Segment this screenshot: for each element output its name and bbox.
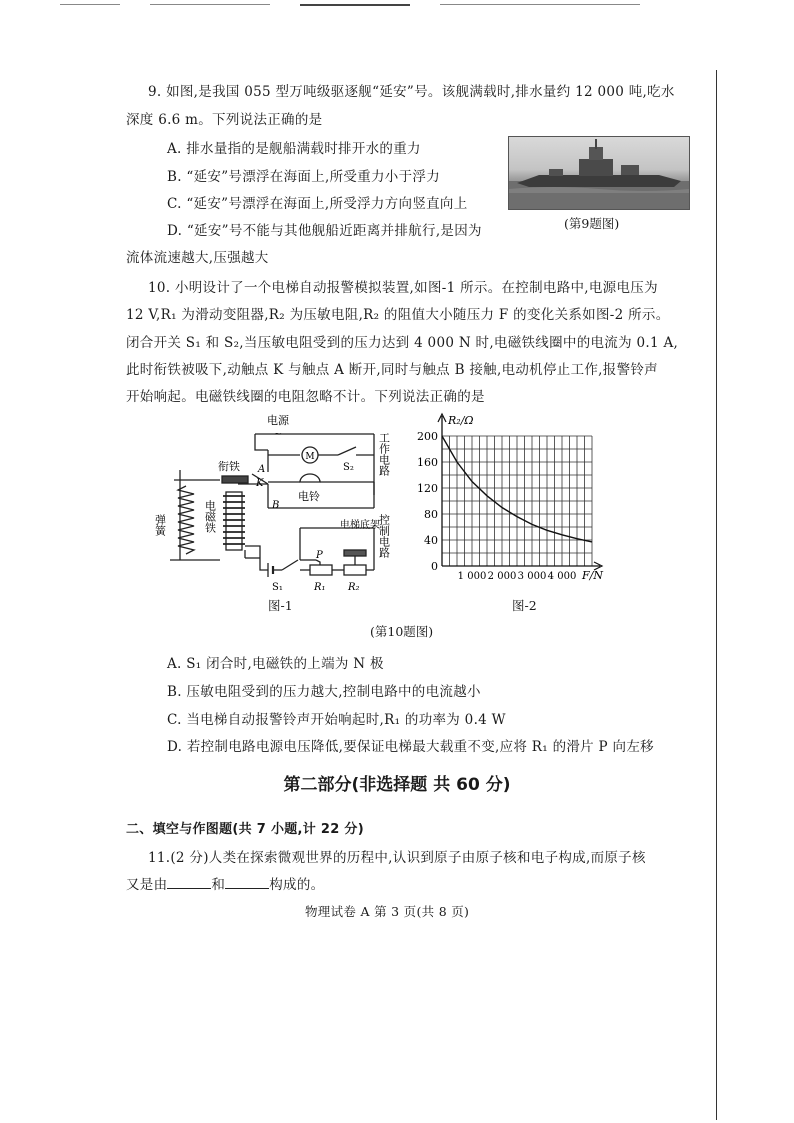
label-control-circuit: 控制电路 — [377, 514, 391, 558]
destroyer-photo — [508, 136, 690, 210]
scan-mark — [440, 4, 640, 5]
y-tick-label: 80 — [424, 508, 438, 521]
label-armature: 衔铁 — [218, 460, 240, 473]
label-b: B — [272, 500, 280, 511]
margin-rule — [716, 70, 717, 1120]
q9-stem-line2: 深度 6.6 m。下列说法正确的是 — [126, 112, 323, 128]
y-tick-label: 120 — [417, 482, 438, 495]
label-ac-symbol: ~ — [273, 429, 283, 440]
q9-option-b: B. “延安”号漂浮在海面上,所受重力小于浮力 — [167, 169, 440, 185]
q9-figure-caption: (第9题图) — [564, 216, 620, 231]
q11-text-a: 又是由 — [126, 877, 168, 893]
label-p: P — [316, 550, 323, 561]
label-bell: 电铃 — [298, 490, 320, 503]
q9-option-d: D. “延安”号不能与其他舰船近距离并排航行,是因为 — [167, 223, 482, 239]
label-electromagnet: 电磁铁 — [203, 500, 217, 533]
label-a: A — [258, 464, 266, 475]
label-r1: R₁ — [314, 582, 326, 593]
fig2-x-label: F/N — [582, 569, 603, 582]
q10-stem-line2: 12 V,R₁ 为滑动变阻器,R₂ 为压敏电阻,R₂ 的阻值大小随压力 F 的变化关系如图-2 所示。 — [126, 307, 670, 323]
label-s1: S₁ — [272, 582, 283, 593]
q9-stem-line1: 9. 如图,是我国 055 型万吨级驱逐舰“延安”号。该舰满载时,排水量约 12 000 吨,吃水 — [148, 84, 675, 100]
part2-title: 第二部分(非选择题 共 60 分) — [283, 775, 511, 795]
label-work-circuit: 工作电路 — [377, 432, 391, 476]
q11-text-c: 构成的。 — [269, 877, 325, 893]
y-tick-label: 0 — [431, 560, 438, 573]
scan-mark — [300, 4, 410, 6]
page-footer: 物理试卷 A 第 3 页(共 8 页) — [305, 904, 470, 919]
x-tick-label: 1 000 — [457, 571, 487, 582]
q10-option-b: B. 压敏电阻受到的压力越大,控制电路中的电流越小 — [167, 684, 481, 700]
q11-line1: 11.(2 分)人类在探索微观世界的历程中,认识到原子由原子核和电子构成,而原子核 — [148, 850, 646, 866]
q10-option-c: C. 当电梯自动报警铃声开始响起时,R₁ 的功率为 0.4 W — [167, 712, 506, 728]
y-tick-label: 40 — [424, 534, 438, 547]
q10-stem-line3: 闭合开关 S₁ 和 S₂,当压敏电阻受到的压力达到 4 000 N 时,电磁铁线圈中的电流为 0.1 A, — [126, 335, 679, 351]
q9-option-c: C. “延安”号漂浮在海面上,所受浮力方向竖直向上 — [167, 196, 468, 212]
q11-line2 — [126, 873, 324, 893]
label-spring: 弹簧 — [153, 514, 167, 536]
q11-blank-2[interactable] — [225, 876, 269, 889]
label-elevator-base: 电梯底架 — [340, 520, 380, 531]
label-s2: S₂ — [343, 462, 354, 473]
fig2-r2-force-graph — [412, 408, 612, 580]
label-r2: R₂ — [348, 582, 360, 593]
q10-stem-line5: 开始响起。电磁铁线圈的电阻忽略不计。下列说法正确的是 — [126, 389, 485, 405]
section-heading: 二、填空与作图题(共 7 小题,计 22 分) — [126, 822, 364, 837]
scan-mark — [60, 4, 120, 5]
fig1-caption: 图-1 — [268, 598, 293, 613]
x-tick-label: 3 000 — [517, 571, 547, 582]
x-tick-label: 4 000 — [547, 571, 577, 582]
fig2-caption: 图-2 — [512, 598, 537, 613]
fig1-circuit-diagram — [153, 410, 400, 610]
motor-symbol: M — [305, 452, 315, 462]
q10-stem-line1: 10. 小明设计了一个电梯自动报警模拟装置,如图-1 所示。在控制电路中,电源电压为 — [148, 280, 658, 296]
q10-option-a: A. S₁ 闭合时,电磁铁的上端为 N 极 — [167, 656, 384, 672]
y-tick-label: 200 — [417, 430, 438, 443]
q9-option-a: A. 排水量指的是舰船满载时排开水的重力 — [167, 141, 421, 157]
label-power: 电源 — [267, 414, 289, 427]
label-k: K — [256, 478, 264, 489]
q11-blank-1[interactable] — [167, 876, 211, 889]
q9-option-d-continued: 流体流速越大,压强越大 — [126, 250, 269, 266]
fig2-y-label: R₂/Ω — [448, 414, 474, 427]
y-tick-label: 160 — [417, 456, 438, 469]
scan-mark — [150, 4, 270, 5]
q11-text-b: 和 — [211, 877, 226, 893]
q10-stem-line4: 此时衔铁被吸下,动触点 K 与触点 A 断开,同时与触点 B 接触,电动机停止工作,报警铃声 — [126, 362, 658, 378]
x-tick-label: 2 000 — [487, 571, 517, 582]
q10-option-d: D. 若控制电路电源电压降低,要保证电梯最大载重不变,应将 R₁ 的滑片 P 向左移 — [167, 739, 654, 755]
q10-figure-caption: (第10题图) — [370, 624, 434, 639]
